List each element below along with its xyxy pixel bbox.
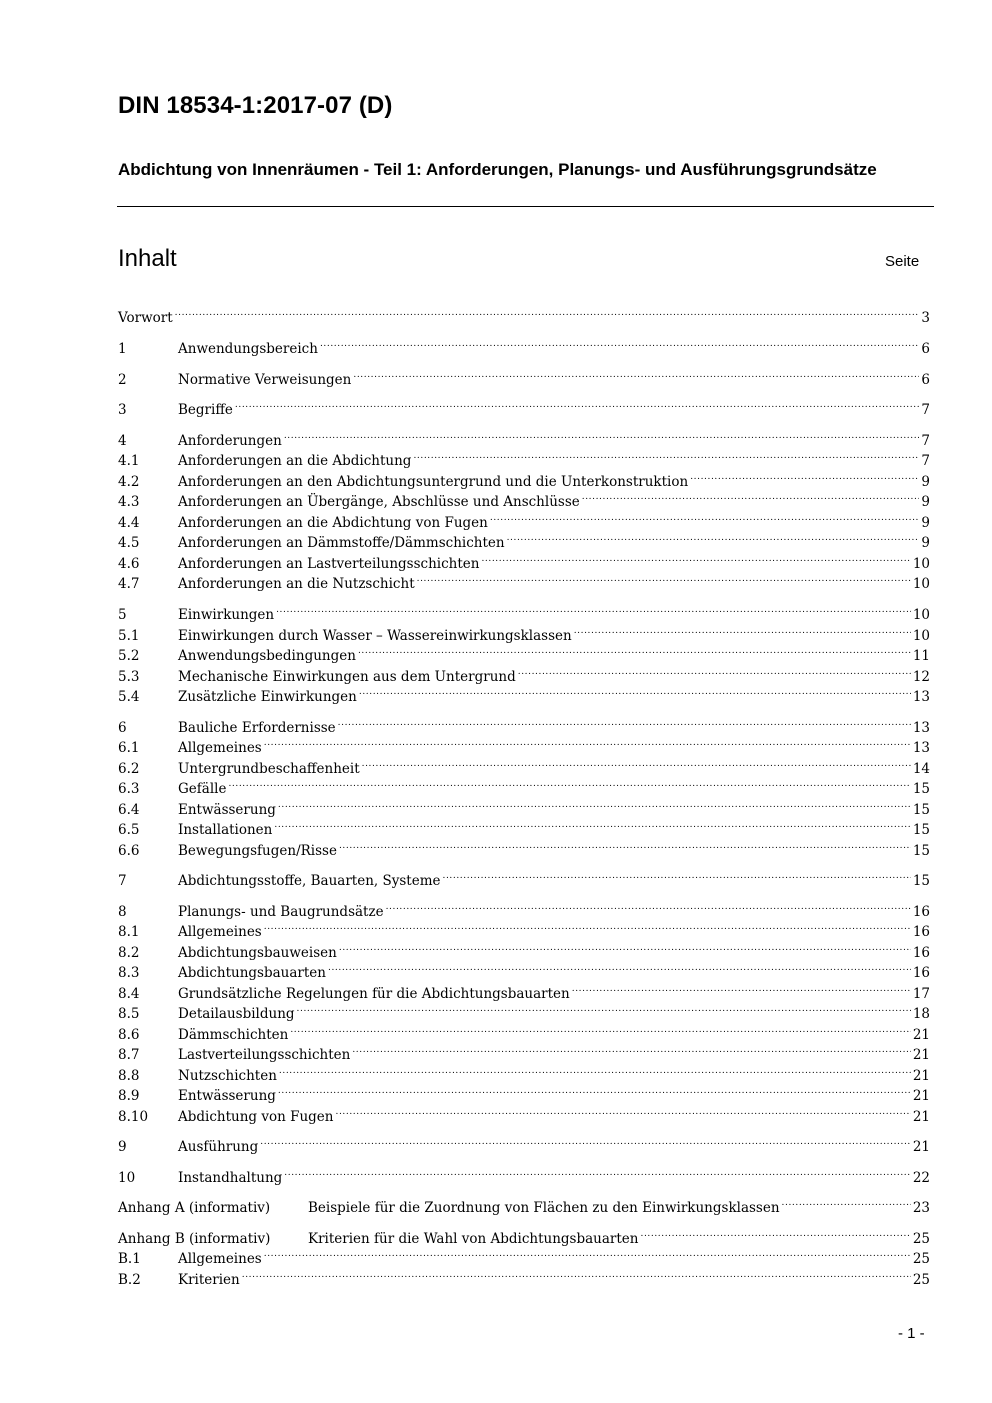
toc-entry[interactable] xyxy=(118,978,930,1002)
toc-entry[interactable] xyxy=(118,753,930,777)
toc-leader-dots xyxy=(274,814,910,834)
toc-entry-title: Beispiele für die Zuordnung von Flächen zu den Einwirkungsklassen xyxy=(308,1200,780,1216)
toc-entry-title: Detailausbildung xyxy=(178,1006,295,1022)
toc-entry-number: 8.3 xyxy=(118,965,140,981)
toc-entry[interactable] xyxy=(118,466,930,490)
toc-entry-title: Anforderungen an die Nutzschicht xyxy=(178,576,415,592)
toc-entry-title: Grundsätzliche Regelungen für die Abdichtungsbauarten xyxy=(178,986,570,1002)
toc-leader-dots xyxy=(264,732,911,752)
toc-leader-dots xyxy=(320,333,919,353)
toc-entry-page: 23 xyxy=(912,1200,930,1216)
toc-entry[interactable] xyxy=(118,1162,930,1186)
toc-entry-number: Anhang A (informativ) xyxy=(118,1200,271,1216)
toc-leader-dots xyxy=(175,302,920,322)
toc-entry-page: 25 xyxy=(912,1231,930,1247)
toc-leader-dots xyxy=(507,527,920,547)
toc-entry-number: 8.6 xyxy=(118,1027,140,1043)
toc-leader-dots xyxy=(297,998,911,1018)
toc-entry[interactable] xyxy=(118,599,930,623)
toc-leader-dots xyxy=(518,661,911,681)
toc-entry-page: 10 xyxy=(912,576,930,592)
toc-entry-number: 5 xyxy=(118,607,127,623)
toc-entry-page: 21 xyxy=(912,1047,930,1063)
toc-entry-number: 7 xyxy=(118,873,127,889)
toc-entry-number: 8.1 xyxy=(118,924,140,940)
toc-entry-page: 17 xyxy=(912,986,930,1002)
toc-leader-dots xyxy=(228,773,910,793)
toc-entry-number: 4 xyxy=(118,433,127,449)
toc-entry-title: Installationen xyxy=(178,822,273,838)
toc-entry-title: Bauliche Erfordernisse xyxy=(178,720,336,736)
toc-leader-dots xyxy=(335,1101,910,1121)
toc-entry[interactable] xyxy=(118,1101,930,1125)
toc-entry-title: Gefälle xyxy=(178,781,227,797)
toc-entry-number: 6.4 xyxy=(118,802,140,818)
toc-entry-number: 6.3 xyxy=(118,781,140,797)
toc-leader-dots xyxy=(339,937,911,957)
document-subtitle: Abdichtung von Innenräumen - Teil 1: Anforderungen, Planungs- und Ausführungsgrundsätze xyxy=(118,160,877,179)
toc-entry-title: Anwendungsbedingungen xyxy=(178,648,356,664)
toc-entry-page: 7 xyxy=(921,453,930,469)
toc-entry-title: Lastverteilungsschichten xyxy=(178,1047,351,1063)
toc-entry[interactable] xyxy=(118,333,930,357)
toc-entry-number: 8.8 xyxy=(118,1068,140,1084)
toc-entry-title: Entwässerung xyxy=(178,1088,276,1104)
toc-entry-number: 4.7 xyxy=(118,576,140,592)
toc-entry-number: 8 xyxy=(118,904,127,920)
toc-leader-dots xyxy=(352,1039,911,1059)
toc-entry-page: 13 xyxy=(912,720,930,736)
toc-entry-page: 16 xyxy=(912,904,930,920)
toc-entry-page: 13 xyxy=(912,740,930,756)
toc-entry-title: Kriterien für die Wahl von Abdichtungsbauarten xyxy=(308,1231,639,1247)
toc-entry-page: 15 xyxy=(912,843,930,859)
toc-entry-page: 9 xyxy=(921,515,930,531)
toc-entry-number: Vorwort xyxy=(118,310,173,326)
toc-leader-dots xyxy=(572,978,911,998)
toc-leader-dots xyxy=(481,548,910,568)
toc-entry-number: 4.2 xyxy=(118,474,140,490)
toc-leader-dots xyxy=(640,1223,910,1243)
toc-leader-dots xyxy=(359,681,911,701)
toc-entry-page: 16 xyxy=(912,965,930,981)
toc-leader-dots xyxy=(276,599,911,619)
toc-leader-dots xyxy=(264,916,911,936)
toc-entry-number: 5.3 xyxy=(118,669,140,685)
toc-entry-number: 6.2 xyxy=(118,761,140,777)
toc-entry-number: 1 xyxy=(118,341,127,357)
toc-entry[interactable] xyxy=(118,865,930,889)
toc-entry[interactable] xyxy=(118,568,930,592)
toc-entry[interactable] xyxy=(118,957,930,981)
toc-entry[interactable] xyxy=(118,773,930,797)
toc-leader-dots xyxy=(339,835,911,855)
toc-entry-page: 16 xyxy=(912,924,930,940)
toc-entry-title: Instandhaltung xyxy=(178,1170,283,1186)
toc-entry-title: Normative Verweisungen xyxy=(178,372,352,388)
page-number: - 1 - xyxy=(898,1325,925,1342)
toc-entry-title: Kriterien xyxy=(178,1272,240,1288)
toc-entry[interactable] xyxy=(118,1243,930,1267)
toc-entry[interactable] xyxy=(118,1223,930,1247)
toc-leader-dots xyxy=(417,568,911,588)
toc-entry-title: Abdichtung von Fugen xyxy=(178,1109,334,1125)
toc-entry-page: 21 xyxy=(912,1139,930,1155)
toc-entry-title: Allgemeines xyxy=(178,740,262,756)
document-title: DIN 18534-1:2017-07 (D) xyxy=(118,92,393,119)
toc-entry-number: 6.1 xyxy=(118,740,140,756)
toc-entry[interactable] xyxy=(118,425,930,449)
toc-entry-page: 3 xyxy=(921,310,930,326)
toc-leader-dots xyxy=(235,394,920,414)
toc-entry-title: Abdichtungsstoffe, Bauarten, Systeme xyxy=(178,873,441,889)
toc-entry-number: B.2 xyxy=(118,1272,141,1288)
toc-entry[interactable] xyxy=(118,1019,930,1043)
toc-leader-dots xyxy=(490,507,920,527)
toc-entry-page: 11 xyxy=(912,648,930,664)
toc-entry-page: 21 xyxy=(912,1088,930,1104)
toc-entry[interactable] xyxy=(118,507,930,531)
toc-entry-title: Anforderungen an Lastverteilungsschichten xyxy=(178,556,480,572)
toc-entry-title: Entwässerung xyxy=(178,802,276,818)
toc-entry-number: 4.5 xyxy=(118,535,140,551)
toc-entry[interactable] xyxy=(118,732,930,756)
toc-entry-title: Dämmschichten xyxy=(178,1027,289,1043)
toc-entry-page: 22 xyxy=(912,1170,930,1186)
toc-entry-number: 6.6 xyxy=(118,843,140,859)
toc-page-column-label: Seite xyxy=(885,253,920,270)
toc-entry-number: 3 xyxy=(118,402,127,418)
toc-entry-page: 18 xyxy=(912,1006,930,1022)
toc-entry-title: Nutzschichten xyxy=(178,1068,277,1084)
toc-entry-page: 25 xyxy=(912,1272,930,1288)
toc-heading: Inhalt xyxy=(118,245,177,272)
toc-leader-dots xyxy=(338,712,911,732)
toc-leader-dots xyxy=(386,896,911,916)
toc-entry-page: 21 xyxy=(912,1068,930,1084)
toc-entry-title: Abdichtungsbauarten xyxy=(178,965,326,981)
toc-entry-number: 8.10 xyxy=(118,1109,149,1125)
toc-entry-title: Allgemeines xyxy=(178,924,262,940)
toc-entry-page: 15 xyxy=(912,781,930,797)
toc-entry[interactable] xyxy=(118,302,930,326)
toc-entry[interactable] xyxy=(118,794,930,818)
toc-entry-title: Einwirkungen xyxy=(178,607,275,623)
toc-entry-title: Mechanische Einwirkungen aus dem Untergrund xyxy=(178,669,516,685)
toc-entry[interactable] xyxy=(118,835,930,859)
toc-entry-number: 4.3 xyxy=(118,494,140,510)
toc-entry-number: 9 xyxy=(118,1139,127,1155)
toc-entry-page: 16 xyxy=(912,945,930,961)
toc-entry[interactable] xyxy=(118,445,930,469)
toc-entry-number: 8.5 xyxy=(118,1006,140,1022)
toc-leader-dots xyxy=(242,1264,911,1284)
toc-entry-title: Einwirkungen durch Wasser – Wassereinwirkungsklassen xyxy=(178,628,572,644)
toc-entry-page: 10 xyxy=(912,628,930,644)
toc-entry[interactable] xyxy=(118,1131,930,1155)
toc-entry-page: 15 xyxy=(912,802,930,818)
toc-entry[interactable] xyxy=(118,486,930,510)
toc-entry-number: 8.7 xyxy=(118,1047,140,1063)
toc-entry[interactable] xyxy=(118,916,930,940)
toc-entry-title: Begriffe xyxy=(178,402,233,418)
toc-entry[interactable] xyxy=(118,712,930,736)
toc-leader-dots xyxy=(264,1243,911,1263)
toc-leader-dots xyxy=(284,1162,911,1182)
toc-entry-page: 21 xyxy=(912,1027,930,1043)
toc-entry-title: Anforderungen an die Abdichtung xyxy=(178,453,412,469)
toc-entry-title: Anforderungen xyxy=(178,433,282,449)
toc-entry-title: Untergrundbeschaffenheit xyxy=(178,761,360,777)
toc-leader-dots xyxy=(278,794,911,814)
toc-entry[interactable] xyxy=(118,548,930,572)
toc-entry-number: 5.2 xyxy=(118,648,140,664)
toc-entry-page: 6 xyxy=(921,341,930,357)
toc-leader-dots xyxy=(574,620,911,640)
toc-entry-number: 2 xyxy=(118,372,127,388)
toc-entry-title: Allgemeines xyxy=(178,1251,262,1267)
toc-entry-page: 9 xyxy=(921,474,930,490)
toc-entry-page: 14 xyxy=(912,761,930,777)
toc-entry[interactable] xyxy=(118,364,930,388)
toc-entry-page: 25 xyxy=(912,1251,930,1267)
toc-leader-dots xyxy=(358,640,911,660)
toc-entry-title: Anforderungen an Dämmstoffe/Dämmschichten xyxy=(178,535,505,551)
toc-entry[interactable] xyxy=(118,814,930,838)
toc-entry-title: Anforderungen an Übergänge, Abschlüsse und Anschlüsse xyxy=(178,494,580,510)
toc-entry-number: 8.2 xyxy=(118,945,140,961)
toc-leader-dots xyxy=(278,1080,911,1100)
toc-entry-title: Anwendungsbereich xyxy=(178,341,318,357)
toc-leader-dots xyxy=(284,425,920,445)
toc-entry-number: 8.4 xyxy=(118,986,140,1002)
toc-entry-number: 4.6 xyxy=(118,556,140,572)
toc-entry-number: 6 xyxy=(118,720,127,736)
toc-entry[interactable] xyxy=(118,896,930,920)
toc-entry-page: 12 xyxy=(912,669,930,685)
toc-entry[interactable] xyxy=(118,1264,930,1288)
toc-entry[interactable] xyxy=(118,937,930,961)
toc-leader-dots xyxy=(443,865,911,885)
toc-entry-number: 10 xyxy=(118,1170,136,1186)
toc-leader-dots xyxy=(260,1131,911,1151)
toc-entry-page: 9 xyxy=(921,535,930,551)
toc-entry-title: Planungs- und Baugrundsätze xyxy=(178,904,384,920)
toc-entry-page: 10 xyxy=(912,607,930,623)
toc-entry-title: Anforderungen an die Abdichtung von Fugen xyxy=(178,515,488,531)
toc-entry-number: 5.4 xyxy=(118,689,140,705)
toc-entry-number: B.1 xyxy=(118,1251,141,1267)
toc-entry-number: Anhang B (informativ) xyxy=(118,1231,271,1247)
toc-entry[interactable] xyxy=(118,1080,930,1104)
toc-entry-title: Ausführung xyxy=(178,1139,259,1155)
toc-entry[interactable] xyxy=(118,640,930,664)
toc-entry-page: 15 xyxy=(912,873,930,889)
toc-entry[interactable] xyxy=(118,681,930,705)
toc-leader-dots xyxy=(290,1019,910,1039)
toc-entry-number: 5.1 xyxy=(118,628,140,644)
toc-entry-page: 10 xyxy=(912,556,930,572)
toc-entry-page: 15 xyxy=(912,822,930,838)
toc-entry[interactable] xyxy=(118,527,930,551)
toc-entry-title: Anforderungen an den Abdichtungsuntergrund und die Unterkonstruktion xyxy=(178,474,689,490)
toc-entry-page: 13 xyxy=(912,689,930,705)
header-divider xyxy=(117,206,934,207)
toc-entry[interactable] xyxy=(118,661,930,685)
toc-entry-page: 7 xyxy=(921,402,930,418)
toc-entry-page: 7 xyxy=(921,433,930,449)
toc-entry[interactable] xyxy=(118,1192,930,1216)
toc-leader-dots xyxy=(690,466,919,486)
toc-leader-dots xyxy=(413,445,919,465)
toc-entry-number: 4.1 xyxy=(118,453,140,469)
toc-leader-dots xyxy=(362,753,911,773)
toc-entry-title: Abdichtungsbauweisen xyxy=(178,945,337,961)
toc-entry-number: 8.9 xyxy=(118,1088,140,1104)
toc-leader-dots xyxy=(353,364,919,384)
toc-entry[interactable] xyxy=(118,998,930,1022)
toc-entry-title: Zusätzliche Einwirkungen xyxy=(178,689,357,705)
toc-entry-page: 21 xyxy=(912,1109,930,1125)
toc-leader-dots xyxy=(782,1192,911,1212)
toc-leader-dots xyxy=(582,486,920,506)
toc-entry-page: 9 xyxy=(921,494,930,510)
toc-entry-page: 6 xyxy=(921,372,930,388)
toc-entry-title: Bewegungsfugen/Risse xyxy=(178,843,337,859)
toc-leader-dots xyxy=(328,957,911,977)
toc-entry[interactable] xyxy=(118,1039,930,1063)
toc-entry[interactable] xyxy=(118,1060,930,1084)
toc-entry[interactable] xyxy=(118,620,930,644)
toc-entry-number: 4.4 xyxy=(118,515,140,531)
toc-entry-number: 6.5 xyxy=(118,822,140,838)
toc-entry[interactable] xyxy=(118,394,930,418)
toc-leader-dots xyxy=(279,1060,911,1080)
